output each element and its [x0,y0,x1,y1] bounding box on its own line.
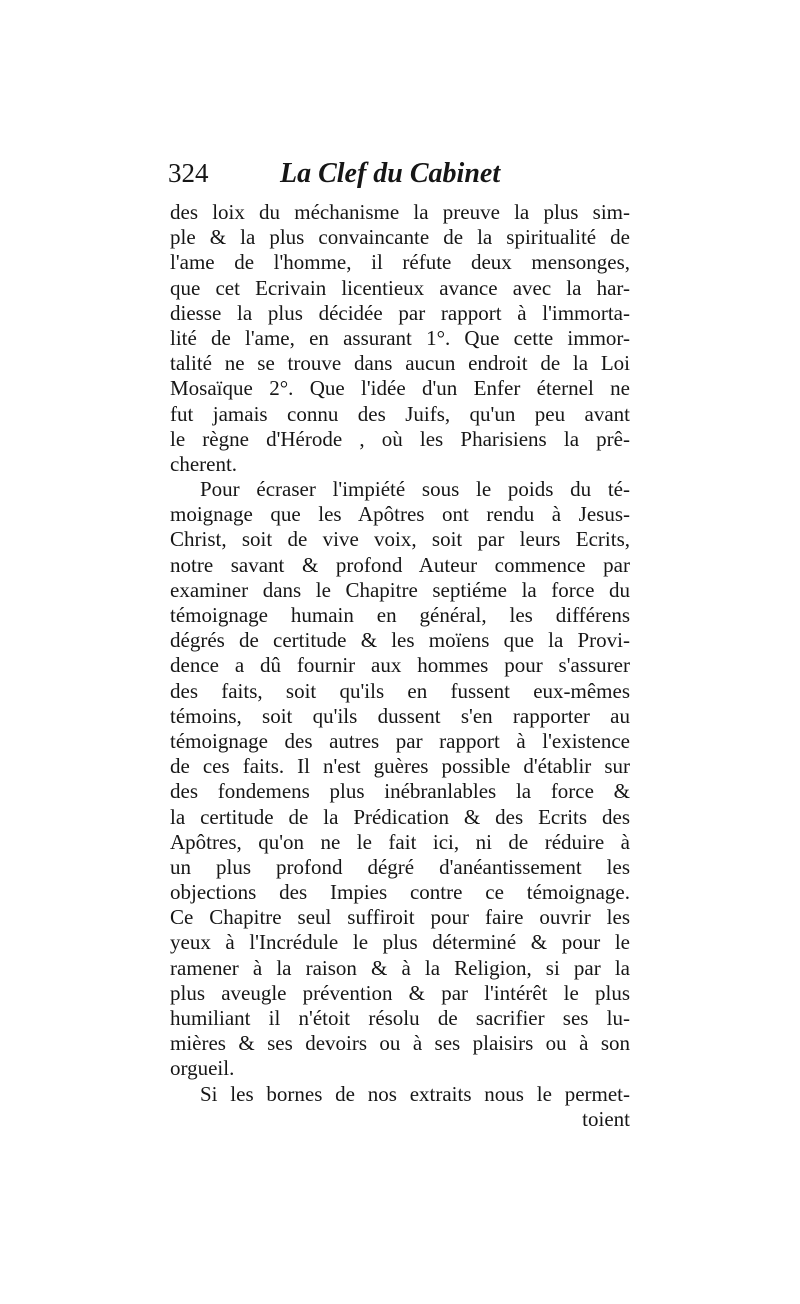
text-line: le règne d'Hérode , où les Pharisiens la prê- [170,426,630,451]
text-line: un plus profond dégré d'anéantissement les [170,854,630,879]
text-line: yeux à l'Incrédule le plus déterminé & pour le [170,930,630,955]
text-line: talité ne se trouve dans aucun endroit de la Loi [170,351,630,376]
text-line: des loix du méchanisme la preuve la plus sim- [170,200,630,224]
text-line: notre savant & profond Auteur commence par [170,552,630,577]
text-line: lité de l'ame, en assurant 1°. Que cette immor- [170,325,630,350]
text-line: témoignage des autres par rapport à l'existence [170,728,630,753]
text-line: fut jamais connu des Juifs, qu'un peu avant [170,401,630,426]
text-line: la certitude de la Prédication & des Ecrits des [170,804,630,829]
text-line: Si les bornes de nos extraits nous le permet- [200,1081,630,1106]
text-line: examiner dans le Chapitre septiéme la force du [170,577,630,602]
text-line: de ces faits. Il n'est guères possible d'établir sur [170,754,630,779]
text-line: objections des Impies contre ce témoignage. [170,880,630,905]
body-text [170,200,630,1132]
text-line: dégrés de certitude & les moïens que la Provi- [170,628,630,653]
text-line: des faits, soit qu'ils en fussent eux-mêmes [170,678,630,703]
text-line: cherent. [170,451,238,476]
text-line: témoignage humain en général, les différens [170,603,630,627]
text-line: Ce Chapitre seul suffiroit pour faire ouvrir les [170,905,630,930]
text-line: dence a dû fournir aux hommes pour s'assurer [170,653,630,678]
text-line: que cet Ecrivain licentieux avance avec la har- [170,275,630,300]
text-line: moignage que les Apôtres ont rendu à Jesus- [170,502,630,527]
text-line: ramener à la raison & à la Religion, si par la [170,955,630,980]
text-line: témoins, soit qu'ils dussent s'en rapporter au [170,703,630,728]
page-header [168,158,638,198]
text-line: Apôtres, qu'on ne le fait ici, ni de réduire à [170,829,630,854]
text-line: Christ, soit de vive voix, soit par leurs Ecrits, [170,527,630,552]
text-line: diesse la plus décidée par rapport à l'immorta- [170,300,630,325]
catchword: toient [582,1106,630,1131]
text-line: l'ame de l'homme, il réfute deux mensonges, [170,250,630,275]
text-line: orgueil. [170,1056,235,1081]
text-line: humiliant il n'étoit résolu de sacrifier ses lu- [170,1006,630,1030]
text-line: plus aveugle prévention & par l'intérêt le plus [170,980,630,1005]
page-number: 324 [168,158,209,188]
text-line: des fondemens plus inébranlables la force & [170,779,630,804]
text-line: Mosaïque 2°. Que l'idée d'un Enfer éternel ne [170,376,630,401]
text-line: Pour écraser l'impiété sous le poids du té- [200,477,630,502]
text-line: mières & ses devoirs ou à ses plaisirs ou à son [170,1031,630,1056]
running-head: La Clef du Cabinet [280,158,501,189]
text-line: ple & la plus convaincante de la spiritualité de [170,225,630,250]
